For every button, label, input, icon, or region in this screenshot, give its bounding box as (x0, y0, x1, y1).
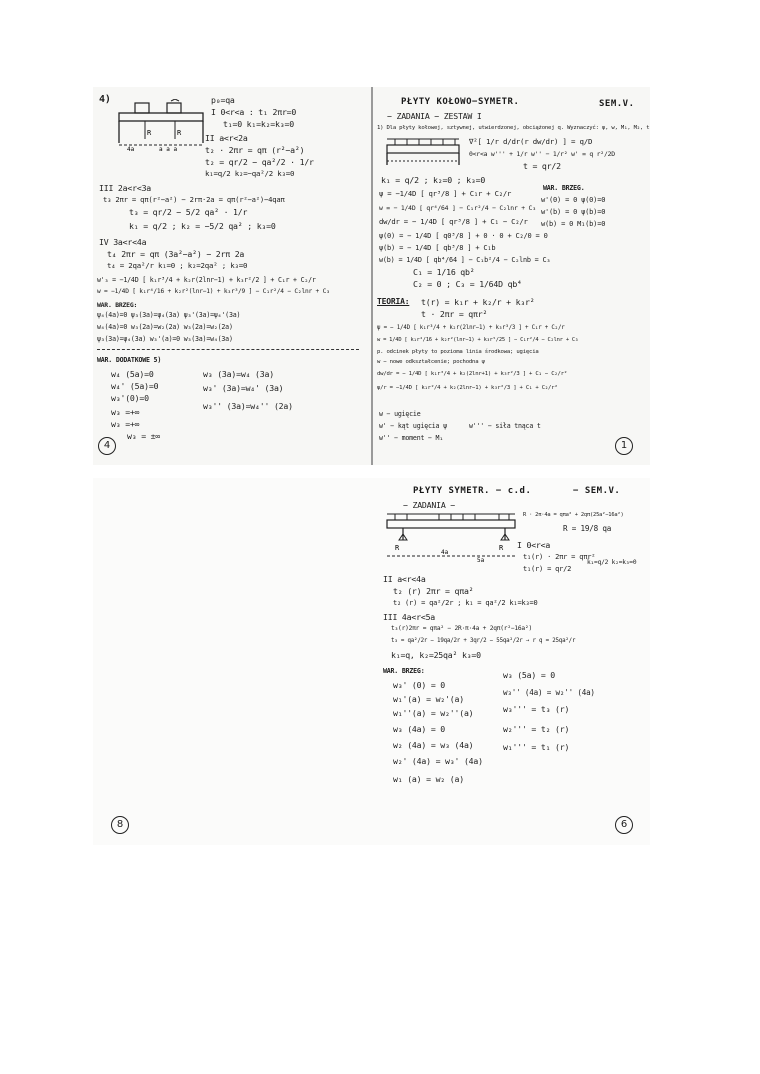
zone-i-title: I 0<r<a (517, 540, 551, 550)
bc-line-2: w₄(4a)=0 w₃(2a)=w₂(2a) w₃(2a)=w₂(2a) (97, 323, 233, 331)
section-divider (97, 349, 359, 350)
bc-line-1: ψ₄(4a)=0 ψ₃(3a)=ψ₄(3a) ψ₃'(3a)=ψ₄'(3a) (97, 311, 241, 319)
bc-right-4: w₁''' = t₁ (r) (503, 742, 570, 752)
bc-1-1: w'(b) = 0 ψ(b)=0 (541, 208, 606, 216)
svg-text:R: R (147, 129, 152, 137)
zone-i-result: t₁=0 k₁=k₂=k₃=0 (223, 119, 294, 129)
page-number-badge: 8 (111, 816, 129, 834)
subheader: − ZADANIA − (403, 500, 456, 510)
zone-i-eq2: t₁(r) = qr/2 (523, 565, 572, 573)
theory-4: w = 1/4D [ k₁r⁴/16 + k₂r²(lnr−1) + k₃r⁵/25 ] − C₁r²/4 − C₂lnr + C₃ (377, 337, 578, 343)
k-values: k₁ = q/2 ; k₂=0 ; k₃=0 (381, 175, 486, 185)
w-derivative-eq: w'₃ = −1/4D [ k₁r³/4 + k₂r(2lnr−1) + k₃r²/2 ] + C₁r + C₂/r (97, 276, 316, 284)
bc-left-2: w₁''(a) = w₂''(a) (393, 708, 474, 718)
bc-extra-5: w₃ = ±∞ (127, 431, 161, 441)
page-number-badge: 1 (615, 437, 633, 455)
theory-8: ψ/r = −1/4D [ k₁r²/4 + k₂(2lnr−1) + k₃r²/3 ] + C₁ + C₂/r² (377, 385, 558, 391)
eq-11: C₂ = 0 ; C₃ = 1/64D qb⁴ (413, 279, 522, 289)
page-1 (373, 87, 650, 465)
bc-1-2: w(b) = 0 M₁(b)=0 (541, 220, 606, 228)
bc-extra-right-0: w₃ (3a)=w₄ (3a) (203, 369, 274, 379)
bc-extra-2: w₃'(0)=0 (111, 393, 149, 403)
svg-text:5a: 5a (477, 557, 485, 562)
zone-i-eq1: t₁(r) · 2πr = qπr² (523, 553, 596, 561)
zone-ii-title: II a<r<2a (205, 133, 248, 143)
bc-extra-right-1: w₃' (3a)=w₄' (3a) (203, 383, 284, 393)
eq-7: ψ(0) = − 1/4D [ q0³/8 ] + 0 · 0 + C₂/0 = 0 (379, 232, 548, 240)
zone-ii-eq2: t₂ = qr/2 − qa²/2 · 1/r (205, 157, 314, 167)
eq-5: w = − 1/4D [ qr⁴/64 ] − C₁r²/4 − C₂lnr + C₃ (379, 204, 536, 212)
legend-1: w' − kąt ugięcia ψ (379, 422, 447, 430)
w-eq: w = −1/4D [ k₁r⁴/16 + k₂r²(lnr−1) + k₃r³/9 ] − C₁r²/4 − C₂lnr + C₃ (97, 288, 330, 295)
eq-1: ∇²[ 1/r d/dr(r dw/dr) ] = q/D (469, 137, 593, 146)
zone-i-title: I 0<r<a : t₁ 2πr=0 (211, 107, 297, 117)
eq-10: C₁ = 1/16 qb² (413, 267, 475, 277)
page-header: PŁYTY SYMETR. − c.d. (413, 486, 532, 496)
svg-text:R: R (499, 544, 504, 552)
bc-title: WAR. BRZEG: (97, 301, 138, 309)
semester-label: SEM.V. (599, 99, 635, 109)
bc-left-5: w₂' (4a) = w₃' (4a) (393, 756, 483, 766)
zone-ii-eq1: t₂ · 2πr = qπ (r²−a²) (205, 145, 305, 155)
theory-6: w − nowe odkształcenie; pochodna ψ (377, 359, 485, 365)
theory-1: t(r) = k₁r + k₂/r + k₃r² (421, 297, 535, 307)
scanned-sheet-top (93, 87, 650, 465)
zone-iii-title: III 4a<r<5a (383, 612, 436, 622)
zone-iii-eq1: t₃(r)2πr = qπa² − 2R·π·4a + 2qπ(r²−16a²) (391, 625, 533, 632)
svg-text:4a: 4a (127, 146, 135, 151)
page-4 (93, 87, 371, 465)
bc-left-0: w₃' (0) = 0 (393, 680, 446, 690)
semester-label: − SEM.V. (573, 486, 621, 496)
eq-9: w(b) = 1/4D [ qb⁴/64 ] − C₁b²/4 − C₂lnb = C₃ (379, 256, 551, 264)
bc-1-0: w'(0) = 0 ψ(0)=0 (541, 196, 606, 204)
bc-title: WAR. BRZEG: (383, 667, 425, 675)
zone-iii-eq2: t₃ = qr/2 − 5/2 qa² · 1/r (129, 207, 248, 217)
bc-right-2: w₃''' = t₃ (r) (503, 704, 570, 714)
theory-2: t · 2πr = qπr² (421, 309, 488, 319)
bc-right-3: w₂''' = t₂ (r) (503, 724, 570, 734)
bc-left-1: w₁'(a) = w₂'(a) (393, 694, 464, 704)
scanned-sheet-bottom (93, 478, 650, 845)
given-load: p₀=qa (211, 95, 235, 105)
page-header: PŁYTY KOŁOWO−SYMETR. (401, 97, 520, 107)
svg-text:R: R (177, 129, 182, 137)
eq-6: dw/dr = − 1/4D [ qr³/8 ] + C₁ − C₂/r (379, 217, 528, 226)
bc-extra-0: w₄ (5a)=0 (111, 369, 154, 379)
eq-8: ψ(b) = − 1/4D [ qb³/8 ] + C₁b (379, 244, 496, 252)
bc-right-1: w₃'' (4a) = w₂'' (4a) (503, 688, 595, 697)
reaction-eq: R · 2π·4a = qπa² + 2qπ(25a²−16a²) (523, 512, 624, 518)
bc-left-3: w₃ (4a) = 0 (393, 724, 446, 734)
task-statement: 1) Dla płyty kołowej, sztywnej, utwierdzonej, obciążonej q. Wyznaczyć: ψ, w, M₁, M₂, t (377, 125, 650, 131)
eq-2: 0<r<a w''' + 1/r w'' − 1/r² w' = q r²/2D (469, 150, 615, 158)
page-number-badge: 6 (615, 816, 633, 834)
bc-extra-right-2: w₃'' (3a)=w₄'' (2a) (203, 401, 293, 411)
bc-left-4: w₂ (4a) = w₃ (4a) (393, 740, 474, 750)
zone-iv-eq1: t₄ 2πr = qπ (3a²−a²) − 2rπ 2a (107, 249, 245, 259)
bc-right-0: w₃ (5a) = 0 (503, 670, 556, 680)
zone-i-k: k₁=q/2 k₂=k₃=0 (587, 559, 637, 566)
theory-5: p. odcinek płyty to pozioma linia środkowa; ugięcia (377, 349, 539, 355)
zone-iii-k: k₁ = q/2 ; k₂ = −5/2 qa² ; k₃=0 (129, 221, 276, 231)
problem-number: 4) (99, 94, 111, 105)
page-6 (373, 478, 650, 845)
svg-text:a a a: a a a (159, 146, 178, 151)
legend-0: w − ugięcie (379, 410, 421, 418)
plate-sketch-1 (383, 135, 463, 169)
zone-ii-eq1: t₂ (r) 2πr = qπa² (393, 586, 474, 596)
bc-extra-title: WAR. DODATKOWE 5) (97, 356, 162, 364)
plate-sketch-2 (381, 508, 521, 562)
zone-ii-k: k₁=q/2 k₂=−qa²/2 k₃=0 (205, 169, 295, 178)
bc-extra-1: w₄' (5a)=0 (111, 381, 159, 391)
zone-iv-title: IV 3a<r<4a (99, 237, 147, 247)
bc-title-1: WAR. BRZEG. (543, 184, 585, 192)
reaction-value: R = 19/8 qa (563, 524, 612, 533)
subheader: − ZADANIA − ZESTAW I (387, 111, 482, 121)
theory-7: dw/dr = − 1/4D [ k₁r³/4 + k₂(2lnr+1) + k₃r²/3 ] + C₁ − C₂/r² (377, 371, 568, 377)
bc-left-6: w₁ (a) = w₂ (a) (393, 774, 464, 784)
theory-title: TEORIA: (377, 297, 410, 306)
page-8 (93, 478, 371, 845)
bc-extra-3: w₃ =+∞ (111, 407, 140, 417)
zone-ii-title: II a<r<4a (383, 574, 426, 584)
zone-ii-eq2: t₂ (r) = qa²/2r ; k₁ = qa²/2 k₁=k₃=0 (393, 599, 538, 607)
legend-2: w'' − moment − M₁ (379, 434, 444, 442)
svg-text:4a: 4a (441, 549, 449, 556)
plate-sketch (115, 99, 207, 151)
legend-extra: w''' − siła tnąca t (469, 422, 541, 430)
bc-line-3: ψ₃(3a)=ψ₄(3a) w₃'(a)=0 w₃(3a)=w₄(3a) (97, 335, 233, 343)
eq-4: ψ = −1/4D [ qr³/8 ] + C₁r + C₂/r (379, 189, 512, 198)
zone-iii-k: k₁=q, k₂=25qa² k₃=0 (391, 650, 481, 660)
page-number-badge: 4 (98, 437, 116, 455)
zone-iii-eq2: t₃ = qa²/2r − 19qa/2r + 3qr/2 − 55qa²/2r → r q = 25qa²/r (391, 638, 576, 644)
eq-3: t = qr/2 (523, 161, 561, 171)
zone-iii-eq1: t₃ 2πr = qπ(r²−a²) − 2rπ·2a = qπ(r²−a²)−4qaπ (103, 195, 285, 204)
theory-3: ψ = − 1/4D [ k₁r³/4 + k₂r(2lnr−1) + k₃r³/3 ] + C₁r + C₂/r (377, 325, 565, 331)
bc-extra-4: w₃ =+∞ (111, 419, 140, 429)
svg-text:R: R (395, 544, 400, 552)
zone-iv-eq2: t₄ = 2qa²/r k₁=0 ; k₂=2qa² ; k₃=0 (107, 261, 248, 270)
zone-iii-title: III 2a<r<3a (99, 183, 152, 193)
